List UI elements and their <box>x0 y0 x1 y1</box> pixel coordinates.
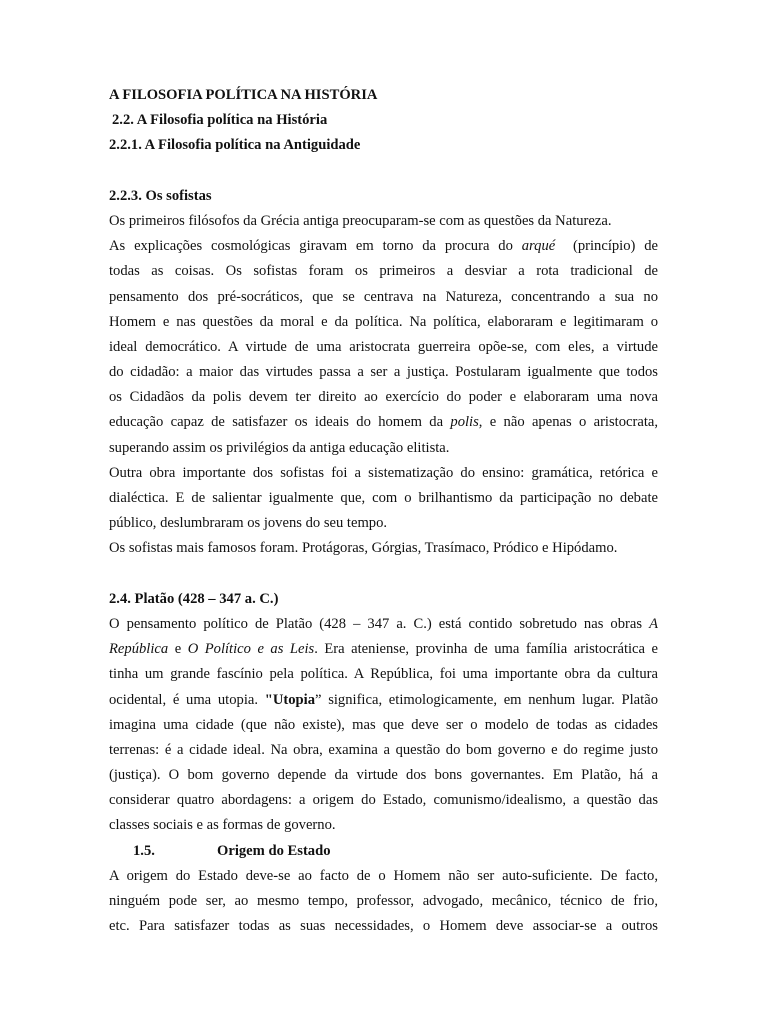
paragraph-line: (justiça). O bom governo depende da virtude dos bons governantes. Em Platão, há a <box>109 767 658 784</box>
blank-line <box>109 159 658 184</box>
paragraph-line: etc. Para satisfazer todas as suas necessidades, o Homem deve associar-se a outros <box>109 918 658 935</box>
paragraph-line: Os primeiros filósofos da Grécia antiga preocuparam-se com as questões da Natureza. <box>109 212 612 229</box>
paragraph-line: todas as coisas. Os sofistas foram os primeiros a desviar a rota tradicional de <box>109 263 658 280</box>
paragraph-line: considerar quatro abordagens: a origem do Estado, comunismo/idealismo, a questão das <box>109 792 658 809</box>
paragraph-line: ideal democrático. A virtude de uma aristocrata guerreira opõe-se, com eles, a virtude <box>109 338 658 355</box>
paragraph-line: terrenas: é a cidade ideal. Na obra, examina a questão do bom governo e do regime justo <box>109 741 658 758</box>
section-number: 1.5. <box>133 842 155 859</box>
paragraph-line: imagina uma cidade (que não existe), mas que deve ser o modelo de todas as cidades <box>109 716 658 733</box>
paragraph-line: classes sociais e as formas de governo. <box>109 817 336 834</box>
paragraph-line: Outra obra importante dos sofistas foi a sistematização do ensino: gramática, retórica e <box>109 464 658 481</box>
paragraph-line: do cidadão: a maior das virtudes passa a ser a justiça. Postularam igualmente que todos <box>109 364 658 381</box>
section-heading-platao: 2.4. Platão (428 – 347 a. C.) <box>109 590 279 607</box>
paragraph-line: superando assim os privilégios da antiga educação elitista. <box>109 439 450 456</box>
paragraph-line: os Cidadãos da polis devem ter direito ao exercício do poder e elaboraram uma nova <box>109 389 658 406</box>
paragraph-line: Homem e nas questões da moral e da política. Na política, elaboraram e legitimaram o <box>109 313 658 330</box>
paragraph-line: educação capaz de satisfazer os ideais do homem da polis, e não apenas o aristocrata, <box>109 414 658 431</box>
paragraph-line: O pensamento político de Platão (428 – 347 a. C.) está contido sobretudo nas obras A <box>109 615 658 632</box>
paragraph-line: dialéctica. E de salientar igualmente que, com o brilhantismo da participação no debate <box>109 490 658 506</box>
paragraph-line: Os sofistas mais famosos foram. Protágoras, Górgias, Trasímaco, Pródico e Hipódamo. <box>109 540 618 557</box>
paragraph-line: As explicações cosmológicas giravam em torno da procura do arqué (princípio) de <box>109 238 658 255</box>
paragraph-line: ocidental, é uma utopia. "Utopia” significa, etimologicamente, em nenhum lugar. Platão <box>109 691 658 708</box>
paragraph-line: pensamento dos pré-socráticos, que se centrava na Natureza, concentrando a sua no <box>109 288 658 305</box>
paragraph-line: público, deslumbraram os jovens do seu tempo. <box>109 515 388 532</box>
section-heading-2-2-1: 2.2.1. A Filosofia política na Antiguidade <box>109 137 361 154</box>
section-heading-origem <box>109 839 658 864</box>
document-page <box>109 83 658 939</box>
paragraph-line: A origem do Estado deve-se ao facto de o Homem não ser auto-suficiente. De facto, <box>109 867 658 884</box>
paragraph-line: ninguém pode ser, ao mesmo tempo, professor, advogado, mecânico, técnico de frio, <box>109 893 658 909</box>
section-heading-sofistas: 2.2.3. Os sofistas <box>109 187 212 204</box>
document-title: A FILOSOFIA POLÍTICA NA HISTÓRIA <box>109 87 378 103</box>
paragraph-line: República e O Político e as Leis. Era ateniense, provinha de uma família aristocrática e <box>109 641 658 658</box>
section-title: Origem do Estado <box>217 842 331 859</box>
paragraph-line: tinha um grande fascínio pela política. A República, foi uma importante obra da cultura <box>109 666 658 683</box>
blank-line <box>109 562 658 587</box>
section-heading-2-2: 2.2. A Filosofia política na História <box>112 112 328 129</box>
